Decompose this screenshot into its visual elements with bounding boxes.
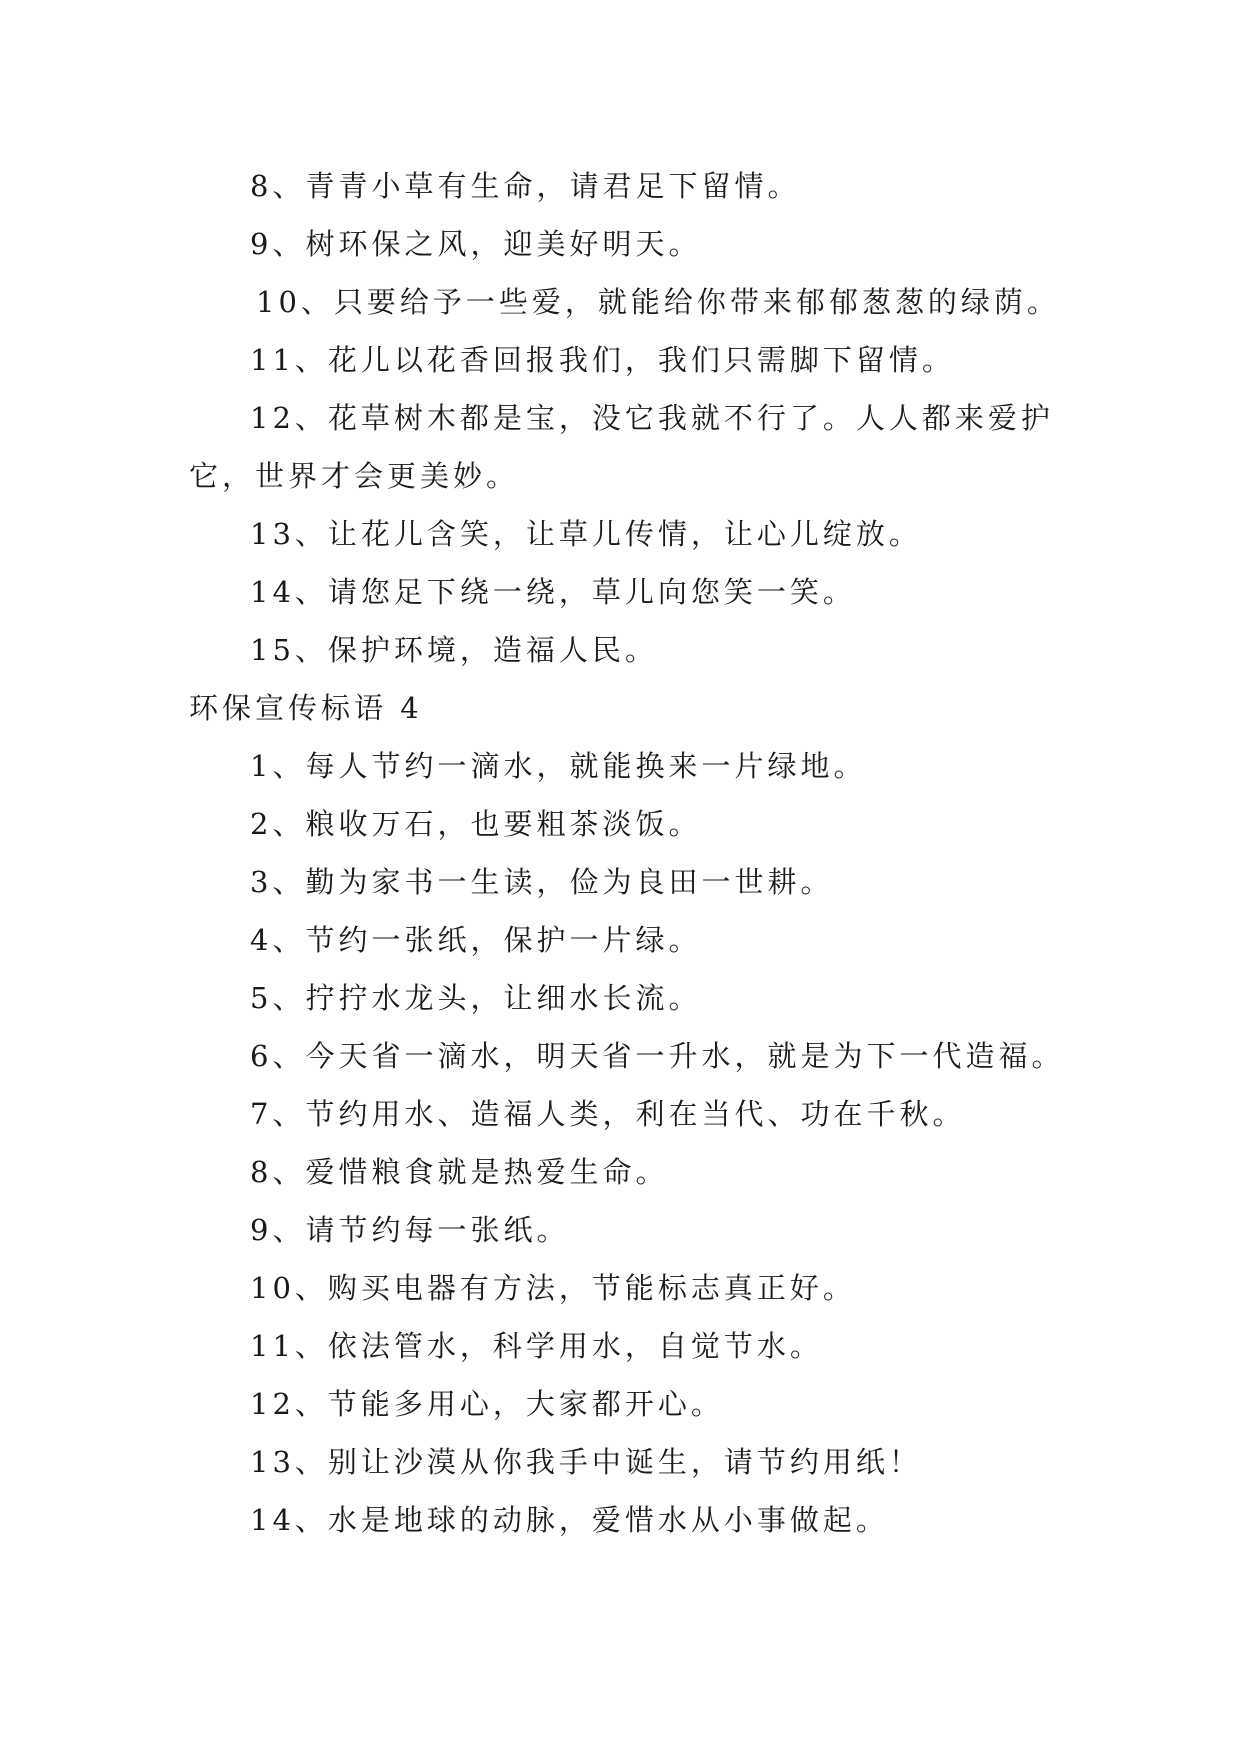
list-item: 1、每人节约一滴水，就能换来一片绿地。 [250,749,867,783]
list-item: 11、依法管水，科学用水，自觉节水。 [250,1329,823,1363]
list-item: 5、拧拧水龙头，让细水长流。 [250,981,702,1015]
list-item-continuation: 它，世界才会更美妙。 [189,459,520,493]
list-item: 12、花草树木都是宝，没它我就不行了。人人都来爱护 [250,401,1054,435]
list-item: 14、水是地球的动脉，爱惜水从小事做起。 [250,1503,889,1537]
section-heading: 环保宣传标语 4 [189,691,423,725]
list-item: 9、树环保之风，迎美好明天。 [250,227,702,261]
list-item: 12、节能多用心，大家都开心。 [250,1387,724,1421]
list-item: 3、勤为家书一生读，俭为良田一世耕。 [250,865,834,899]
list-item: 13、让花儿含笑，让草儿传情，让心儿绽放。 [250,517,922,551]
list-item: 14、请您足下绕一绕，草儿向您笑一笑。 [250,575,856,609]
list-item: 4、节约一张纸，保护一片绿。 [250,923,702,957]
list-item: 7、节约用水、造福人类，利在当代、功在千秋。 [250,1097,966,1131]
list-item: 9、请节约每一张纸。 [250,1213,570,1247]
list-item: 11、花儿以花香回报我们，我们只需脚下留情。 [250,343,955,377]
list-item: 10、只要给予一些爱，就能给你带来郁郁葱葱的绿荫。 [256,285,1060,319]
list-item: 2、粮收万石，也要粗茶淡饭。 [250,807,702,841]
list-item: 8、爱惜粮食就是热爱生命。 [250,1155,669,1189]
list-item: 8、青青小草有生命，请君足下留情。 [250,169,801,203]
list-item: 13、别让沙漠从你我手中诞生，请节约用纸！ [250,1445,922,1479]
list-item: 10、购买电器有方法，节能标志真正好。 [250,1271,856,1305]
list-item: 6、今天省一滴水，明天省一升水，就是为下一代造福。 [250,1039,1065,1073]
list-item: 15、保护环境，造福人民。 [250,633,658,667]
